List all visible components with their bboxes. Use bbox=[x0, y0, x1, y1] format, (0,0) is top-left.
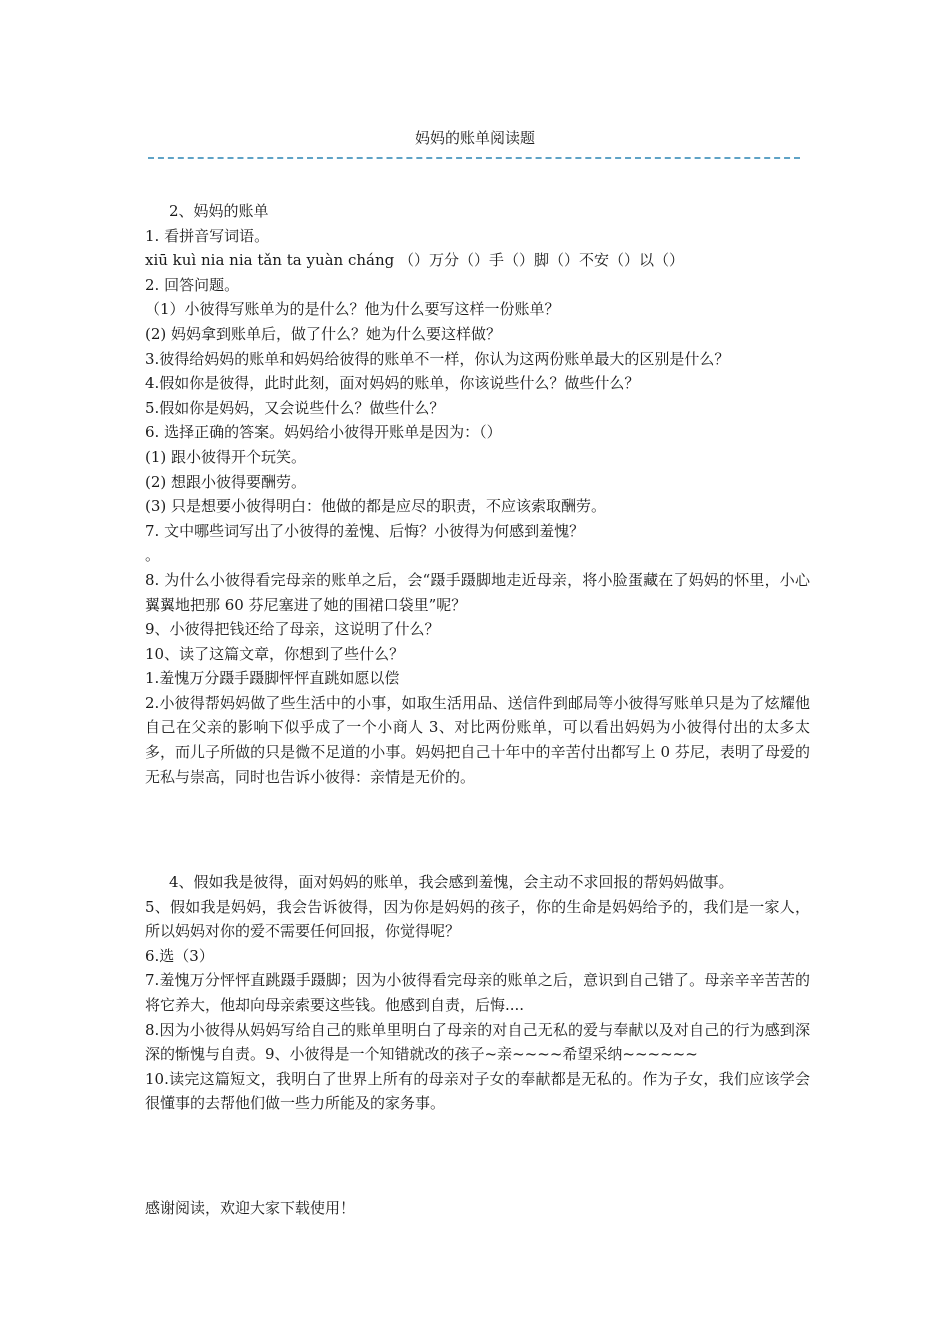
page-title: 妈妈的账单阅读题 bbox=[414, 129, 535, 147]
question-line: 4.假如你是彼得，此时此刻，面对妈妈的账单，你该说些什么？做些什么？ bbox=[145, 374, 640, 393]
question-line: 。 bbox=[145, 546, 161, 565]
answer-line: 1.羞愧万分蹑手蹑脚怦怦直跳如愿以偿 bbox=[145, 669, 400, 688]
question-line: (1) 跟小彼得开个玩笑。 bbox=[145, 447, 307, 466]
question-line: 6. 选择正确的答案。妈妈给小彼得开账单是因为：（） bbox=[145, 423, 502, 442]
answer-line: 4、假如我是彼得，面对妈妈的账单，我会感到羞愧，会主动不求回报的帮妈妈做事。 bbox=[169, 873, 734, 891]
question-line: （1）小彼得写账单为的是什么？他为什么要写这样一份账单？ bbox=[145, 300, 560, 319]
section-heading: 2、妈妈的账单 bbox=[169, 202, 269, 220]
question-line: (3) 只是想要小彼得明白：他做的都是应尽的职责，不应该索取酬劳。 bbox=[145, 497, 607, 516]
answer-line: 5、假如我是妈妈，我会告诉彼得，因为你是妈妈的孩子，你的生命是妈妈给予的，我们是一家人，所以妈妈对你的爱不需要任何回报，你觉得呢？ bbox=[145, 897, 810, 941]
question-line: 1. 看拼音写词语。 bbox=[145, 226, 270, 245]
title-divider bbox=[148, 157, 800, 159]
question-line: (2) 妈妈拿到账单后，做了什么？她为什么要这样做？ bbox=[145, 324, 502, 343]
answer-line: 6.选（3） bbox=[145, 946, 214, 965]
answer-line: 8.因为小彼得从妈妈写给自己的账单里明白了母亲的对自己无私的爱与奉献以及对自己的行为感到深深的惭愧与自责。9、小彼得是一个知错就改的孩子~亲~~~~希望采纳~~~~~~ bbox=[145, 1020, 810, 1064]
question-line: xiū kuì nia nia tǎn ta yuàn cháng （）万分（）手（）脚（）不安（）以（） bbox=[145, 251, 685, 270]
question-line: 10、读了这篇文章，你想到了些什么？ bbox=[145, 644, 405, 663]
answers-section bbox=[145, 870, 810, 1116]
footer-section bbox=[145, 1196, 810, 1221]
answer-paragraph: 2.小彼得帮妈妈做了些生活中的小事，如取生活用品、送信件到邮局等小彼得写账单只是为了炫耀他自己在父亲的影响下似乎成了一个小商人 3、对比两份账单，可以看出妈妈为小彼得付出的太多太多，而儿子所做的只是微不足道的小事。妈妈把自己十年中的辛苦付出都写上 0 芬尼，表明了母爱的无私与崇高，同时也告诉小彼得：亲情是无价的。 bbox=[145, 693, 810, 786]
question-line: 3.彼得给妈妈的账单和妈妈给彼得的账单不一样，你认为这两份账单最大的区别是什么？ bbox=[145, 349, 730, 368]
question-line: 8. 为什么小彼得看完母亲的账单之后，会“蹑手蹑脚地走近母亲，将小脸蛋藏在了妈妈的怀里，小心翼翼地把那 60 芬尼塞进了她的围裙口袋里”呢？ bbox=[145, 570, 810, 614]
question-line: 2. 回答问题。 bbox=[145, 275, 240, 294]
answer-line: 7.羞愧万分怦怦直跳蹑手蹑脚；因为小彼得看完母亲的账单之后，意识到自己错了。母亲辛辛苦苦的将它养大，他却向母亲索要这些钱。他感到自责，后悔.... bbox=[145, 971, 810, 1014]
answer-line: 10.读完这篇短文，我明白了世界上所有的母亲对子女的奉献都是无私的。作为子女，我们应该学会很懂事的去帮他们做一些力所能及的家务事。 bbox=[145, 1069, 810, 1113]
question-line: 9、小彼得把钱还给了母亲，这说明了什么？ bbox=[145, 620, 440, 639]
question-line: (2) 想跟小彼得要酬劳。 bbox=[145, 472, 307, 491]
question-line: 7. 文中哪些词写出了小彼得的羞愧、后悔？小彼得为何感到羞愧？ bbox=[145, 521, 585, 540]
footer-text: 感谢阅读，欢迎大家下载使用！ bbox=[145, 1199, 356, 1217]
question-line: 5.假如你是妈妈，又会说些什么？做些什么？ bbox=[145, 398, 445, 417]
questions-section bbox=[145, 199, 810, 789]
